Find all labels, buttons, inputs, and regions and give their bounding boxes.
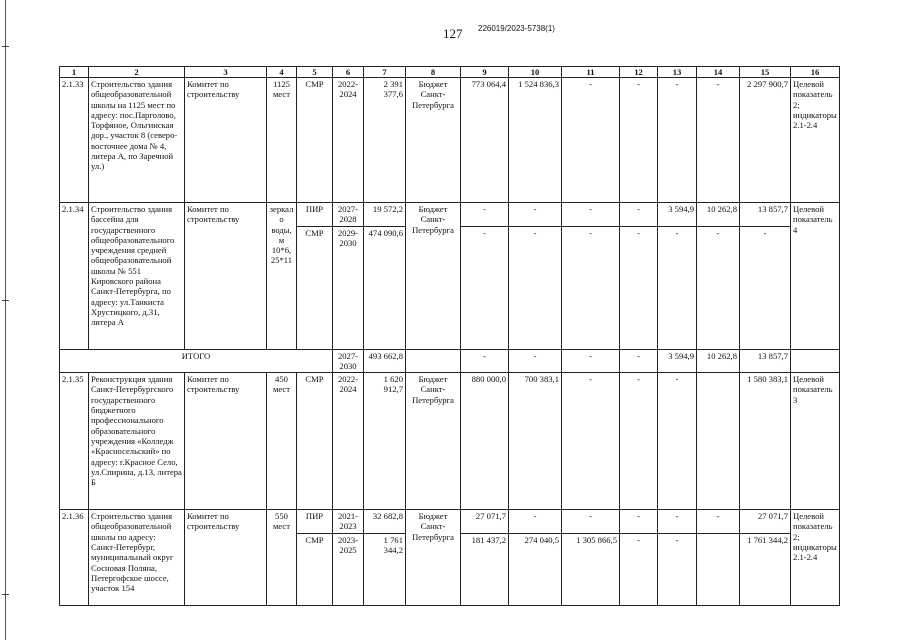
value-cell: -	[620, 226, 658, 349]
funding-source: Бюджет Санкт-Петербурга	[406, 510, 461, 606]
value-cell: 3 594,9	[658, 203, 697, 227]
header-cell: 13	[658, 67, 697, 78]
value-cell: 10 262,8	[697, 349, 740, 373]
value-cell: 13 857,7	[740, 349, 791, 373]
value-cell: 181 437,2	[461, 533, 509, 605]
total-row	[60, 349, 840, 373]
funding-source: Бюджет Санкт-Петербурга	[406, 78, 461, 203]
header-cell: 2	[89, 67, 185, 78]
value-cell: 1 580 383,1	[740, 373, 791, 510]
value-cell: -	[697, 226, 740, 349]
value-cell: 274 040,5	[509, 533, 562, 605]
value-cell: -	[658, 510, 697, 534]
value-cell: -	[509, 349, 562, 373]
header-cell: 1	[60, 67, 89, 78]
stage: СМР	[297, 533, 333, 605]
page-number: 127	[443, 26, 463, 41]
value-cell: -	[461, 203, 509, 227]
capacity: 450 мест	[267, 373, 297, 510]
stage: СМР	[297, 78, 333, 203]
value-cell: -	[562, 349, 620, 373]
value-cell: 1 524 836,3	[509, 78, 562, 203]
value-cell: -	[658, 226, 697, 349]
item-name: Строительство здания общеобразовательной школы по адресу: Санкт-Петербург, муниципальный округ Сосновая Поляна, Петергофское шоссе, участок 154	[89, 510, 185, 606]
value-cell: -	[620, 373, 658, 510]
empty-cell	[406, 349, 461, 373]
program-table	[59, 66, 840, 606]
empty-cell	[791, 349, 840, 373]
value-cell: -	[562, 373, 620, 510]
value-cell: -	[562, 226, 620, 349]
header-cell: 15	[740, 67, 791, 78]
stage: ПИР	[297, 203, 333, 227]
header-cell: 7	[364, 67, 406, 78]
page-binding-edge	[5, 0, 6, 640]
value-cell: -	[620, 78, 658, 203]
binding-tick	[2, 46, 9, 47]
value-cell	[697, 373, 740, 510]
header-cell: 14	[697, 67, 740, 78]
value-cell: -	[461, 226, 509, 349]
item-number: 2.1.36	[60, 510, 89, 606]
target-indicator: Целевой показатель 2; индикаторы 2.1-2.4	[791, 78, 840, 203]
executor: Комитет по строительству	[185, 78, 267, 203]
value-cell: -	[562, 510, 620, 534]
document-id: 226019/2023-5738(1)	[478, 24, 555, 33]
item-number: 2.1.35	[60, 373, 89, 510]
period: 2022-2024	[333, 373, 364, 510]
header-cell: 10	[509, 67, 562, 78]
period: 2021-2023	[333, 510, 364, 534]
value-cell: 1 305 866,5	[562, 533, 620, 605]
total-cost: 1 620 912,7	[364, 373, 406, 510]
period: 2029-2030	[333, 226, 364, 349]
target-indicator: Целевой показатель 3	[791, 373, 840, 510]
table-row	[60, 203, 840, 227]
binding-tick	[2, 300, 9, 301]
value-cell: -	[620, 533, 658, 605]
value-cell: 2 297 900,7	[740, 78, 791, 203]
item-name: Реконструкция здания Санкт-Петербургского государственного бюджетного профессионального образовательного учреждения «Колледж «Красносельский» по адресу: г.Красное Село, ул.Спирина, д.13, литера Б	[89, 373, 185, 510]
value-cell: -	[658, 373, 697, 510]
capacity: 550 мест	[267, 510, 297, 606]
table-row	[60, 373, 840, 510]
value-cell: -	[658, 78, 697, 203]
stage: ПИР	[297, 510, 333, 534]
executor: Комитет по строительству	[185, 510, 267, 606]
value-cell: 13 857,7	[740, 203, 791, 227]
binding-tick	[2, 594, 9, 595]
total-cost: 1 761 344,2	[364, 533, 406, 605]
header-cell: 12	[620, 67, 658, 78]
item-number: 2.1.34	[60, 203, 89, 350]
value-cell: -	[620, 349, 658, 373]
value-cell: 880 000,0	[461, 373, 509, 510]
header-cell: 3	[185, 67, 267, 78]
total-cost: 32 682,8	[364, 510, 406, 534]
capacity: зеркало воды, м 10*6, 25*11	[267, 203, 297, 350]
period: 2027-2028	[333, 203, 364, 227]
value-cell: 1 761 344,2	[740, 533, 791, 605]
item-number: 2.1.33	[60, 78, 89, 203]
capacity: 1125 мест	[267, 78, 297, 203]
value-cell: 3 594,9	[658, 349, 697, 373]
value-cell: -	[509, 203, 562, 227]
total-label: ИТОГО	[60, 349, 333, 373]
value-cell: -	[740, 226, 791, 349]
value-cell: -	[461, 349, 509, 373]
value-cell: -	[697, 78, 740, 203]
funding-source: Бюджет Санкт-Петербурга	[406, 373, 461, 510]
header-cell: 9	[461, 67, 509, 78]
header-cell: 5	[297, 67, 333, 78]
header-cell: 8	[406, 67, 461, 78]
executor: Комитет по строительству	[185, 373, 267, 510]
total-cost: 493 662,8	[364, 349, 406, 373]
period: 2022-2024	[333, 78, 364, 203]
total-cost: 19 572,2	[364, 203, 406, 227]
value-cell: 27 071,7	[740, 510, 791, 534]
executor: Комитет по строительству	[185, 203, 267, 350]
item-name: Строительство здания общеобразовательной школы на 1125 мест по адресу: пос.Парголово, Торфяное, Ольгинская дор., участок 8 (северо-восточнее дома № 4, литера А, по Заречной ул.)	[89, 78, 185, 203]
value-cell: 773 064,4	[461, 78, 509, 203]
value-cell: -	[509, 510, 562, 534]
value-cell: 700 383,1	[509, 373, 562, 510]
target-indicator: Целевой показатель 2; индикаторы 2.1-2.4	[791, 510, 840, 606]
stage: СМР	[297, 226, 333, 349]
header-row	[60, 67, 840, 78]
target-indicator: Целевой показатель 4	[791, 203, 840, 350]
period: 2027-2030	[333, 349, 364, 373]
header-cell: 11	[562, 67, 620, 78]
value-cell: -	[697, 510, 740, 534]
funding-source: Бюджет Санкт-Петербурга	[406, 203, 461, 350]
value-cell: -	[620, 203, 658, 227]
value-cell: 10 262,8	[697, 203, 740, 227]
stage: СМР	[297, 373, 333, 510]
item-name: Строительство здания бассейна для государственного общеобразовательного учреждения средней общеобразовательной школы № 551 Кировского района Санкт-Петербурга, по адресу: ул.Танкиста Хрустицкого, д.31, литера А	[89, 203, 185, 350]
total-cost: 2 391 377,6	[364, 78, 406, 203]
value-cell: 27 071,7	[461, 510, 509, 534]
table-row	[60, 510, 840, 534]
total-cost: 474 090,6	[364, 226, 406, 349]
header-cell: 16	[791, 67, 840, 78]
table-row	[60, 78, 840, 203]
value-cell	[697, 533, 740, 605]
value-cell: -	[658, 533, 697, 605]
value-cell: -	[620, 510, 658, 534]
header-cell: 4	[267, 67, 297, 78]
header-cell: 6	[333, 67, 364, 78]
period: 2023-2025	[333, 533, 364, 605]
value-cell: -	[562, 203, 620, 227]
value-cell: -	[562, 78, 620, 203]
value-cell: -	[509, 226, 562, 349]
